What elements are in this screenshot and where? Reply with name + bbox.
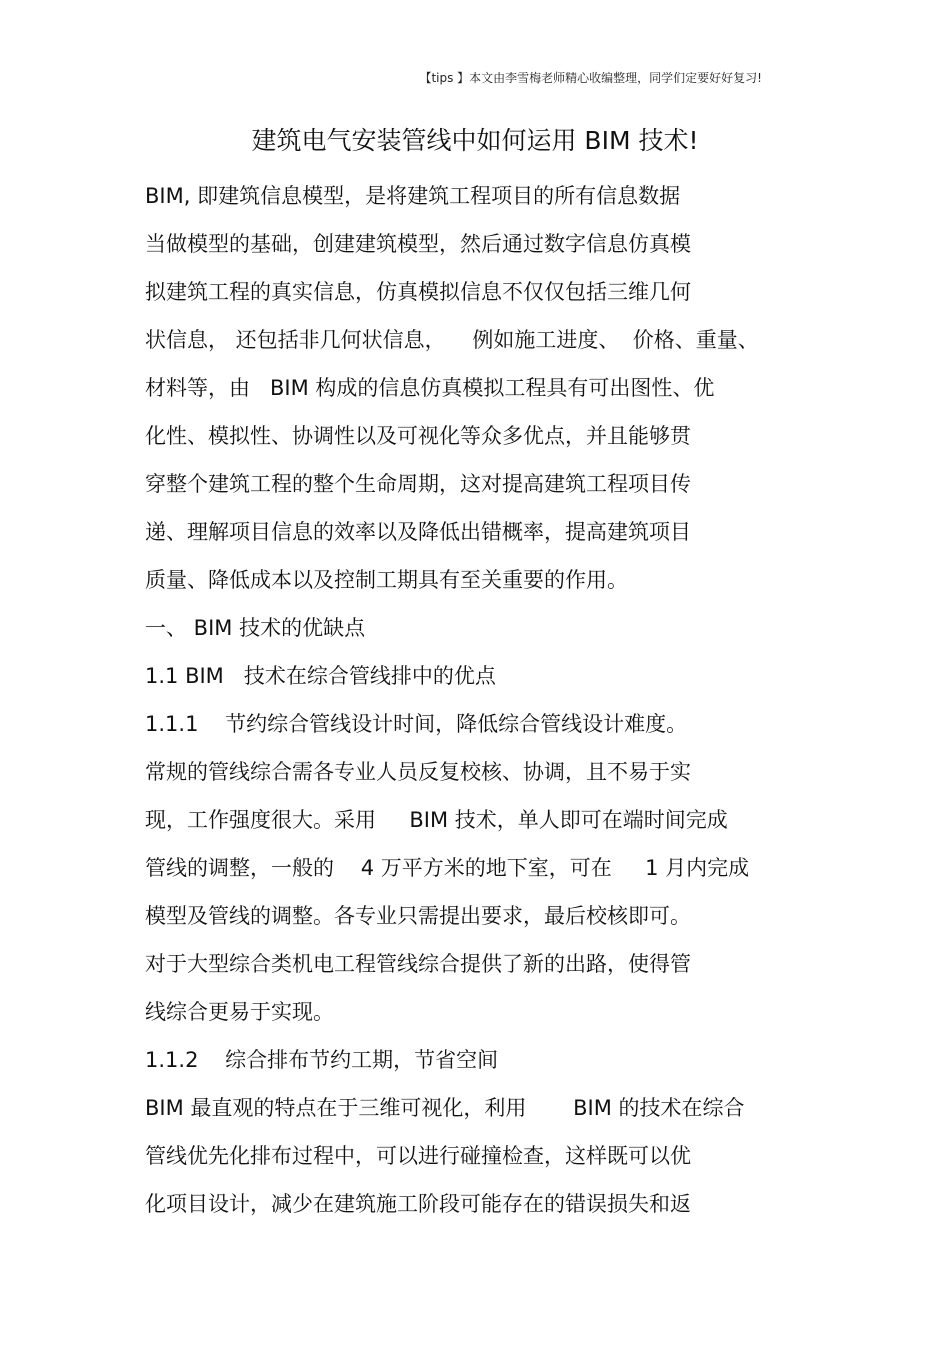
paragraph-line-8: 递、理解项目信息的效率以及降低出错概率，提高建筑项目 [145,520,691,544]
paragraph-line-16: BIM 最直观的特点在于三维可视化，利用 BIM 的技术在综合 [145,1096,745,1120]
subsection-heading: 1.1 BIM 技术在综合管线排中的优点 [145,664,496,688]
paragraph-line-2: 当做模型的基础，创建建筑模型，然后通过数字信息仿真模 [145,232,691,256]
paragraph-line-13: 模型及管线的调整。各专业只需提出要求，最后校核即可。 [145,904,691,928]
paragraph-line-7: 穿整个建筑工程的整个生命周期，这对提高建筑工程项目传 [145,472,691,496]
section-heading: 一、 BIM 技术的优缺点 [145,616,366,640]
paragraph-line-9: 质量、降低成本以及控制工期具有至关重要的作用。 [145,568,628,592]
paragraph-line-5: 材料等，由 BIM 构成的信息仿真模拟工程具有可出图性、优 [145,376,715,400]
paragraph-line-6: 化性、模拟性、协调性以及可视化等众多优点，并且能够贯 [145,424,691,448]
paragraph-line-10: 常规的管线综合需各专业人员反复校核、协调，且不易于实 [145,760,691,784]
header-tip: 【tips 】本文由李雪梅老师精心收编整理，同学们定要好好复习! [419,71,762,85]
subsubsection-heading-1: 1.1.1 节约综合管线设计时间，降低综合管线设计难度。 [145,712,688,736]
document-title: 建筑电气安装管线中如何运用 BIM 技术! [251,126,699,155]
paragraph-line-14: 对于大型综合类机电工程管线综合提供了新的出路，使得管 [145,952,691,976]
paragraph-line-18: 化项目设计，减少在建筑施工阶段可能存在的错误损失和返 [145,1192,691,1216]
paragraph-line-12: 管线的调整，一般的 4 万平方米的地下室，可在 1 月内完成 [145,856,750,880]
paragraph-line-15: 线综合更易于实现。 [145,1000,334,1024]
paragraph-line-1: BIM, 即建筑信息模型，是将建筑工程项目的所有信息数据 [145,184,681,208]
paragraph-line-4: 状信息， 还包括非几何状信息， 例如施工进度、 价格、重量、 [145,328,759,352]
paragraph-line-11: 现，工作强度很大。采用 BIM 技术，单人即可在端时间完成 [145,808,728,832]
subsubsection-heading-2: 1.1.2 综合排布节约工期，节省空间 [145,1048,499,1072]
paragraph-line-17: 管线优先化排布过程中，可以进行碰撞检查，这样既可以优 [145,1144,691,1168]
document-body [145,178,825,1234]
paragraph-line-3: 拟建筑工程的真实信息，仿真模拟信息不仅仅包括三维几何 [145,280,691,304]
